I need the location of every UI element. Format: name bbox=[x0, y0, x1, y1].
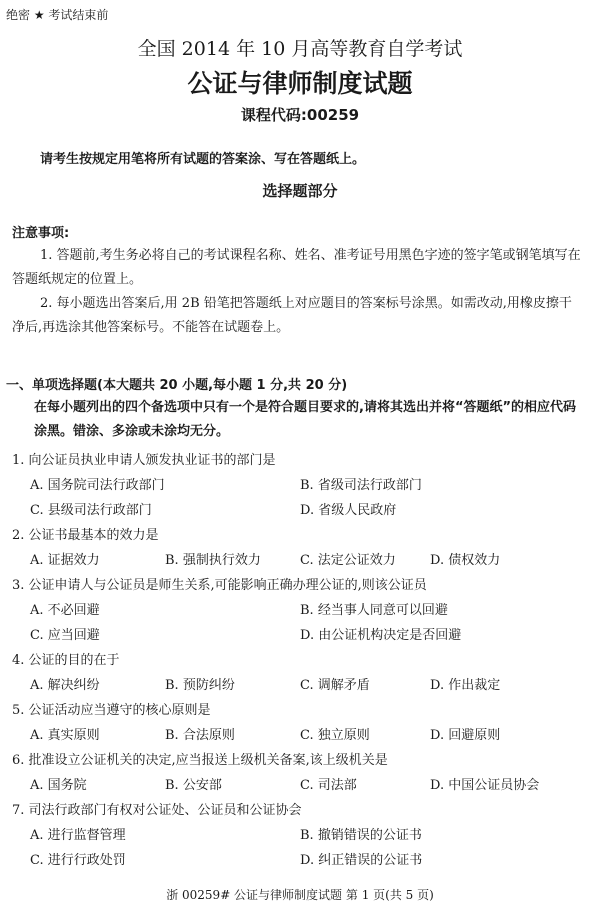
question-option: A. 国务院 bbox=[30, 778, 87, 793]
question-option: A. 解决纠纷 bbox=[30, 678, 100, 693]
question-option: D. 债权效力 bbox=[430, 553, 501, 568]
question-stem: 5. 公证活动应当遵守的核心原则是 bbox=[12, 703, 211, 718]
question-stem: 3. 公证申请人与公证员是师生关系,可能影响正确办理公证的,则该公证员 bbox=[12, 578, 427, 593]
question-option: A. 国务院司法行政部门 bbox=[30, 478, 165, 493]
page-footer: 浙 00259# 公证与律师制度试题 第 1 页(共 5 页) bbox=[166, 888, 434, 902]
question-option: B. 公安部 bbox=[165, 778, 222, 793]
question-option: A. 不必回避 bbox=[30, 603, 100, 618]
question-option: C. 法定公证效力 bbox=[300, 553, 396, 568]
question-option: D. 作出裁定 bbox=[430, 678, 501, 693]
question-option: C. 司法部 bbox=[300, 778, 357, 793]
note-item: 2. 每小题选出答案后,用 2B 铅笔把答题纸上对应题目的答案标号涂黑。如需改动,用橡皮擦干净后,再选涂其他答案标号。不能答在试题卷上。 bbox=[12, 296, 572, 335]
question-option: C. 应当回避 bbox=[30, 628, 100, 643]
question-option: A. 进行监督管理 bbox=[30, 828, 126, 843]
question-option: B. 撤销错误的公证书 bbox=[300, 828, 422, 843]
question-option: B. 省级司法行政部门 bbox=[300, 478, 422, 493]
question-option: D. 由公证机构决定是否回避 bbox=[300, 628, 462, 643]
section-title: 选择题部分 bbox=[262, 182, 338, 200]
question-option: B. 预防纠纷 bbox=[165, 678, 235, 693]
question-option: D. 省级人民政府 bbox=[300, 503, 397, 518]
part-heading: 一、单项选择题(本大题共 20 小题,每小题 1 分,共 20 分) bbox=[6, 378, 348, 393]
question-option: C. 县级司法行政部门 bbox=[30, 503, 152, 518]
question-stem: 7. 司法行政部门有权对公证处、公证员和公证协会 bbox=[12, 803, 302, 818]
course-code: 课程代码:00259 bbox=[240, 106, 360, 124]
question-stem: 6. 批准设立公证机关的决定,应当报送上级机关备案,该上级机关是 bbox=[12, 753, 388, 768]
question-option: A. 证据效力 bbox=[30, 553, 100, 568]
question-option: C. 调解矛盾 bbox=[300, 678, 370, 693]
confidential-mark: 绝密 ★ 考试结束前 bbox=[6, 8, 109, 22]
question-option: C. 独立原则 bbox=[300, 728, 370, 743]
question-option: D. 回避原则 bbox=[430, 728, 501, 743]
answer-instruction: 请考生按规定用笔将所有试题的答案涂、写在答题纸上。 bbox=[40, 152, 366, 167]
question-stem: 1. 向公证员执业申请人颁发执业证书的部门是 bbox=[12, 453, 276, 468]
exam-title-line: 全国 2014 年 10 月高等教育自学考试 bbox=[137, 38, 463, 60]
question-option: D. 纠正错误的公证书 bbox=[300, 853, 423, 868]
question-option: B. 合法原则 bbox=[165, 728, 235, 743]
note-item: 1. 答题前,考生务必将自己的考试课程名称、姓名、准考证号用黑色字迹的签字笔或钢笔填写在答题纸规定的位置上。 bbox=[12, 248, 581, 287]
question-option: B. 经当事人同意可以回避 bbox=[300, 603, 448, 618]
question-option: D. 中国公证员协会 bbox=[430, 778, 540, 793]
subject-title: 公证与律师制度试题 bbox=[187, 69, 413, 98]
question-stem: 2. 公证书最基本的效力是 bbox=[12, 528, 159, 543]
question-option: A. 真实原则 bbox=[30, 728, 100, 743]
part-description: 在每小题列出的四个备选项中只有一个是符合题目要求的,请将其选出并将“答题纸”的相应代码涂黑。错涂、多涂或未涂均无分。 bbox=[34, 400, 577, 439]
question-stem: 4. 公证的目的在于 bbox=[12, 653, 120, 668]
question-option: B. 强制执行效力 bbox=[165, 553, 261, 568]
question-option: C. 进行行政处罚 bbox=[30, 853, 126, 868]
notes-heading: 注意事项: bbox=[12, 226, 70, 241]
